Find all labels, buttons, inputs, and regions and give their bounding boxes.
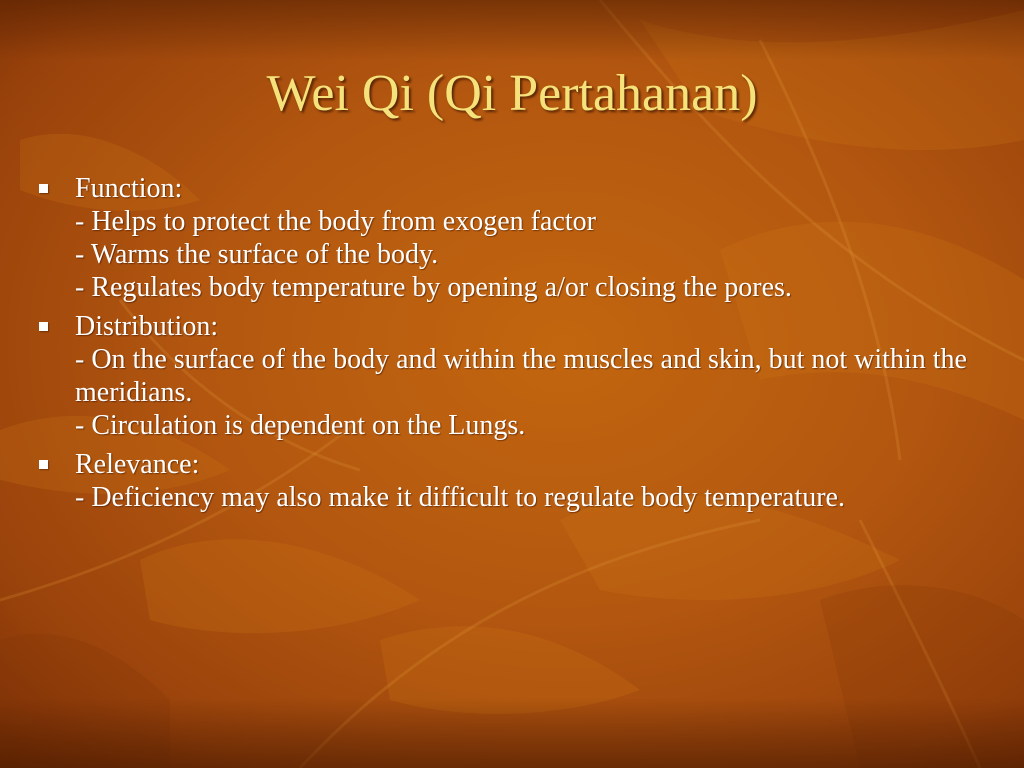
slide-title: Wei Qi (Qi Pertahanan) bbox=[266, 65, 758, 122]
bullet-heading: Function: bbox=[75, 173, 183, 204]
bullet-list bbox=[36, 172, 986, 520]
bullet-line: - Regulates body temperature by opening a/or closing the pores. bbox=[75, 272, 792, 303]
bullet-line: - On the surface of the body and within the muscles and skin, but not within the meridians. bbox=[75, 344, 967, 408]
bullet-heading: Distribution: bbox=[75, 311, 219, 342]
bullet-line: - Warms the surface of the body. bbox=[75, 239, 439, 270]
bullet-function bbox=[36, 172, 986, 304]
top-shade bbox=[0, 0, 1024, 60]
bullet-line: - Helps to protect the body from exogen factor bbox=[75, 206, 596, 237]
bullet-line: - Deficiency may also make it difficult to regulate body temperature. bbox=[75, 482, 845, 513]
bullet-heading: Relevance: bbox=[75, 449, 200, 480]
bullet-line: - Circulation is dependent on the Lungs. bbox=[75, 410, 526, 441]
square-bullet-icon bbox=[39, 322, 48, 331]
bullet-distribution bbox=[36, 310, 986, 442]
square-bullet-icon bbox=[39, 460, 48, 469]
square-bullet-icon bbox=[39, 184, 48, 193]
bottom-shade bbox=[0, 698, 1024, 768]
bullet-relevance bbox=[36, 448, 986, 514]
